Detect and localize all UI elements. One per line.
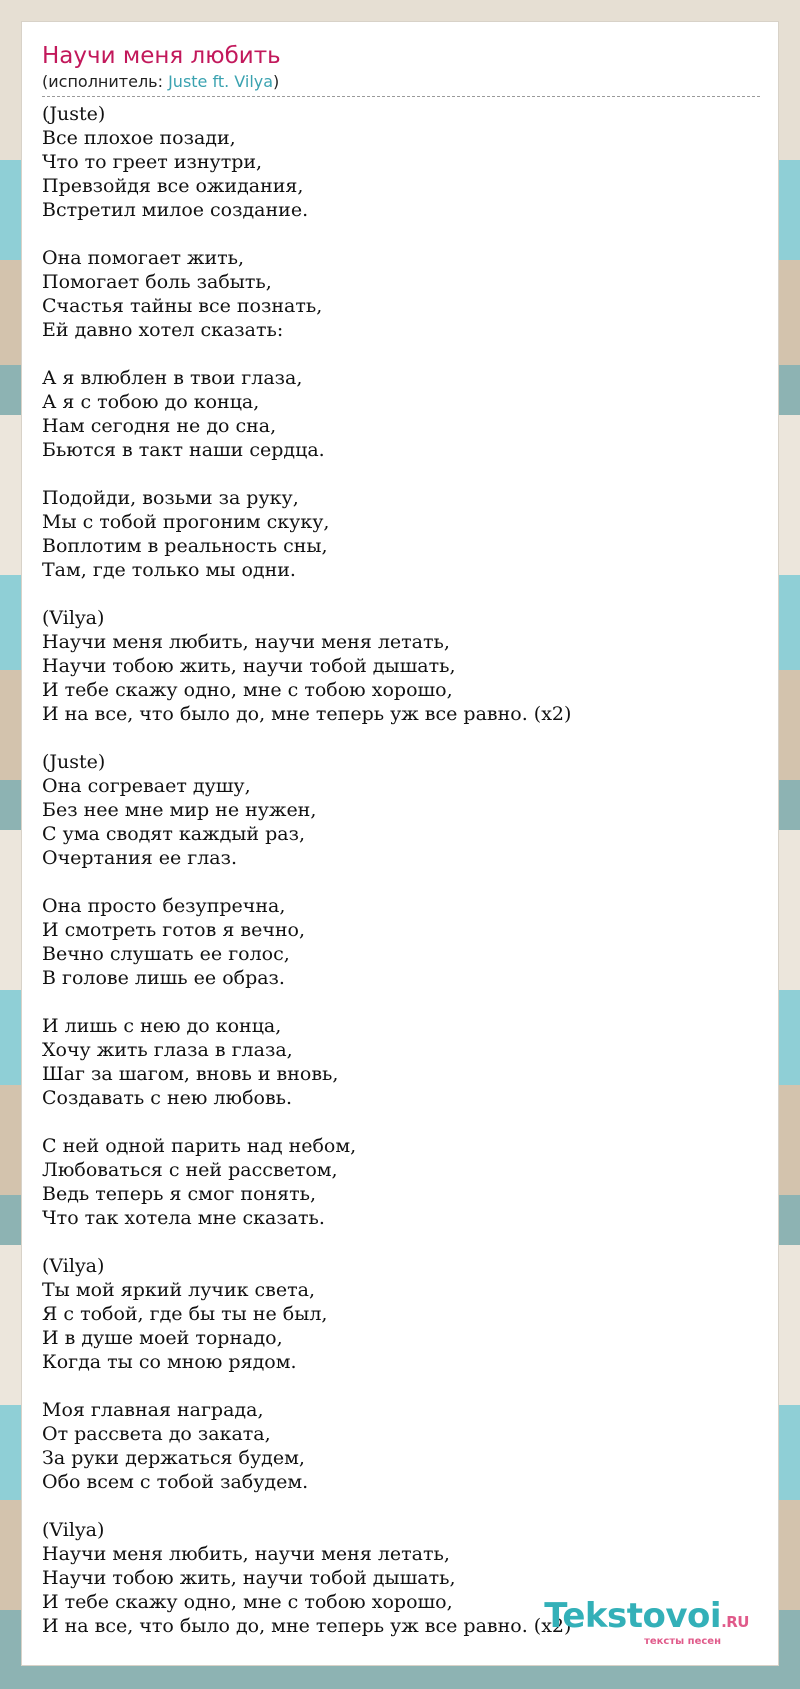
stanza bbox=[42, 1134, 760, 1230]
lyric-line: Создавать с нею любовь. bbox=[42, 1087, 293, 1109]
lyric-line: В голове лишь ее образ. bbox=[42, 967, 285, 989]
stanza-gap bbox=[42, 462, 760, 486]
stanza bbox=[42, 486, 760, 582]
performer-prefix: (исполнитель: bbox=[42, 72, 169, 91]
lyric-line: Моя главная награда, bbox=[42, 1399, 264, 1421]
stanza-gap bbox=[42, 990, 760, 1014]
performer-line bbox=[42, 72, 279, 92]
lyric-line: И тебе скажу одно, мне с тобою хорошо, bbox=[42, 679, 453, 701]
lyric-line: (Juste) bbox=[42, 103, 106, 125]
lyric-line: Обо всем с тобой забудем. bbox=[42, 1471, 309, 1493]
lyric-line: И лишь с нею до конца, bbox=[42, 1015, 282, 1037]
artist-link[interactable]: Juste ft. Vilya bbox=[168, 72, 274, 91]
lyric-line: Любоваться с ней рассветом, bbox=[42, 1159, 338, 1181]
lyric-line: Все плохое позади, bbox=[42, 127, 236, 149]
lyric-line: И тебе скажу одно, мне с тобою хорошо, bbox=[42, 1591, 453, 1613]
lyric-line: Там, где только мы одни. bbox=[42, 559, 296, 581]
lyric-line: Научи тобою жить, научи тобой дышать, bbox=[42, 1567, 456, 1589]
stanza-gap bbox=[42, 1494, 760, 1518]
lyrics-text bbox=[42, 102, 760, 1638]
lyrics-card bbox=[21, 21, 779, 1666]
lyric-line: Научи тобою жить, научи тобой дышать, bbox=[42, 655, 456, 677]
lyric-line: Подойди, возьми за руку, bbox=[42, 487, 299, 509]
lyric-line: Ведь теперь я смог понять, bbox=[42, 1183, 317, 1205]
lyric-line: Без нее мне мир не нужен, bbox=[42, 799, 317, 821]
lyric-line: Вечно слушать ее голос, bbox=[42, 943, 290, 965]
stanza bbox=[42, 750, 760, 870]
logo-tagline: тексты песен bbox=[644, 1636, 721, 1647]
lyric-line: И на все, что было до, мне теперь уж все равно. (x2) bbox=[42, 1615, 572, 1637]
performer-suffix: ) bbox=[273, 72, 280, 91]
lyric-line: Она помогает жить, bbox=[42, 247, 245, 269]
lyric-line: Ей давно хотел сказать: bbox=[42, 319, 284, 341]
lyric-line: Воплотим в реальность сны, bbox=[42, 535, 328, 557]
stanza bbox=[42, 894, 760, 990]
stanza bbox=[42, 366, 760, 462]
lyric-line: (Juste) bbox=[42, 751, 106, 773]
stanza-gap bbox=[42, 582, 760, 606]
lyric-line: Встретил милое создание. bbox=[42, 199, 309, 221]
stanza-gap bbox=[42, 726, 760, 750]
stanza bbox=[42, 1014, 760, 1110]
lyric-line: Что то греет изнутри, bbox=[42, 151, 263, 173]
logo-name: Tekstovoi bbox=[544, 1596, 722, 1636]
lyric-line: (Vilya) bbox=[42, 1519, 105, 1541]
stanza bbox=[42, 606, 760, 726]
stanza bbox=[42, 1398, 760, 1494]
lyric-line: И в душе моей торнадо, bbox=[42, 1327, 283, 1349]
lyric-line: Научи меня любить, научи меня летать, bbox=[42, 1543, 450, 1565]
lyric-line: Очертания ее глаз. bbox=[42, 847, 238, 869]
lyric-line: А я влюблен в твои глаза, bbox=[42, 367, 303, 389]
lyric-line: Шаг за шагом, вновь и вновь, bbox=[42, 1063, 339, 1085]
title-divider bbox=[42, 96, 760, 97]
lyric-line: Когда ты со мною рядом. bbox=[42, 1351, 297, 1373]
stanza-gap bbox=[42, 870, 760, 894]
lyric-line: За руки держаться будем, bbox=[42, 1447, 305, 1469]
lyric-line: Мы с тобой прогоним скуку, bbox=[42, 511, 330, 533]
lyric-line: Что так хотела мне сказать. bbox=[42, 1207, 325, 1229]
stanza-gap bbox=[42, 342, 760, 366]
stanza-gap bbox=[42, 1230, 760, 1254]
lyric-line: И смотреть готов я вечно, bbox=[42, 919, 306, 941]
stanza bbox=[42, 102, 760, 222]
stanza-gap bbox=[42, 1374, 760, 1398]
logo-tld: .RU bbox=[721, 1613, 749, 1631]
lyric-line: И на все, что было до, мне теперь уж все равно. (x2) bbox=[42, 703, 572, 725]
lyric-line: Я с тобой, где бы ты не был, bbox=[42, 1303, 328, 1325]
lyric-line: Хочу жить глаза в глаза, bbox=[42, 1039, 293, 1061]
lyric-line: Бьются в такт наши сердца. bbox=[42, 439, 325, 461]
stanza bbox=[42, 246, 760, 342]
lyric-line: Счастья тайны все познать, bbox=[42, 295, 323, 317]
lyric-line: С ума сводят каждый раз, bbox=[42, 823, 306, 845]
lyric-line: Нам сегодня не до сна, bbox=[42, 415, 277, 437]
page-title: Научи меня любить bbox=[42, 43, 281, 69]
lyric-line: (Vilya) bbox=[42, 607, 105, 629]
lyric-line: Она просто безупречна, bbox=[42, 895, 286, 917]
lyric-line: Помогает боль забыть, bbox=[42, 271, 272, 293]
lyric-line: Превзойдя все ожидания, bbox=[42, 175, 304, 197]
site-logo[interactable] bbox=[529, 1598, 749, 1647]
stanza-gap bbox=[42, 222, 760, 246]
lyric-line: Ты мой яркий лучик света, bbox=[42, 1279, 315, 1301]
lyric-line: Она согревает душу, bbox=[42, 775, 251, 797]
stanza bbox=[42, 1254, 760, 1374]
stanza-gap bbox=[42, 1110, 760, 1134]
lyric-line: А я с тобою до конца, bbox=[42, 391, 260, 413]
lyric-line: Научи меня любить, научи меня летать, bbox=[42, 631, 450, 653]
lyric-line: С ней одной парить над небом, bbox=[42, 1135, 357, 1157]
lyric-line: (Vilya) bbox=[42, 1255, 105, 1277]
lyric-line: От рассвета до заката, bbox=[42, 1423, 271, 1445]
